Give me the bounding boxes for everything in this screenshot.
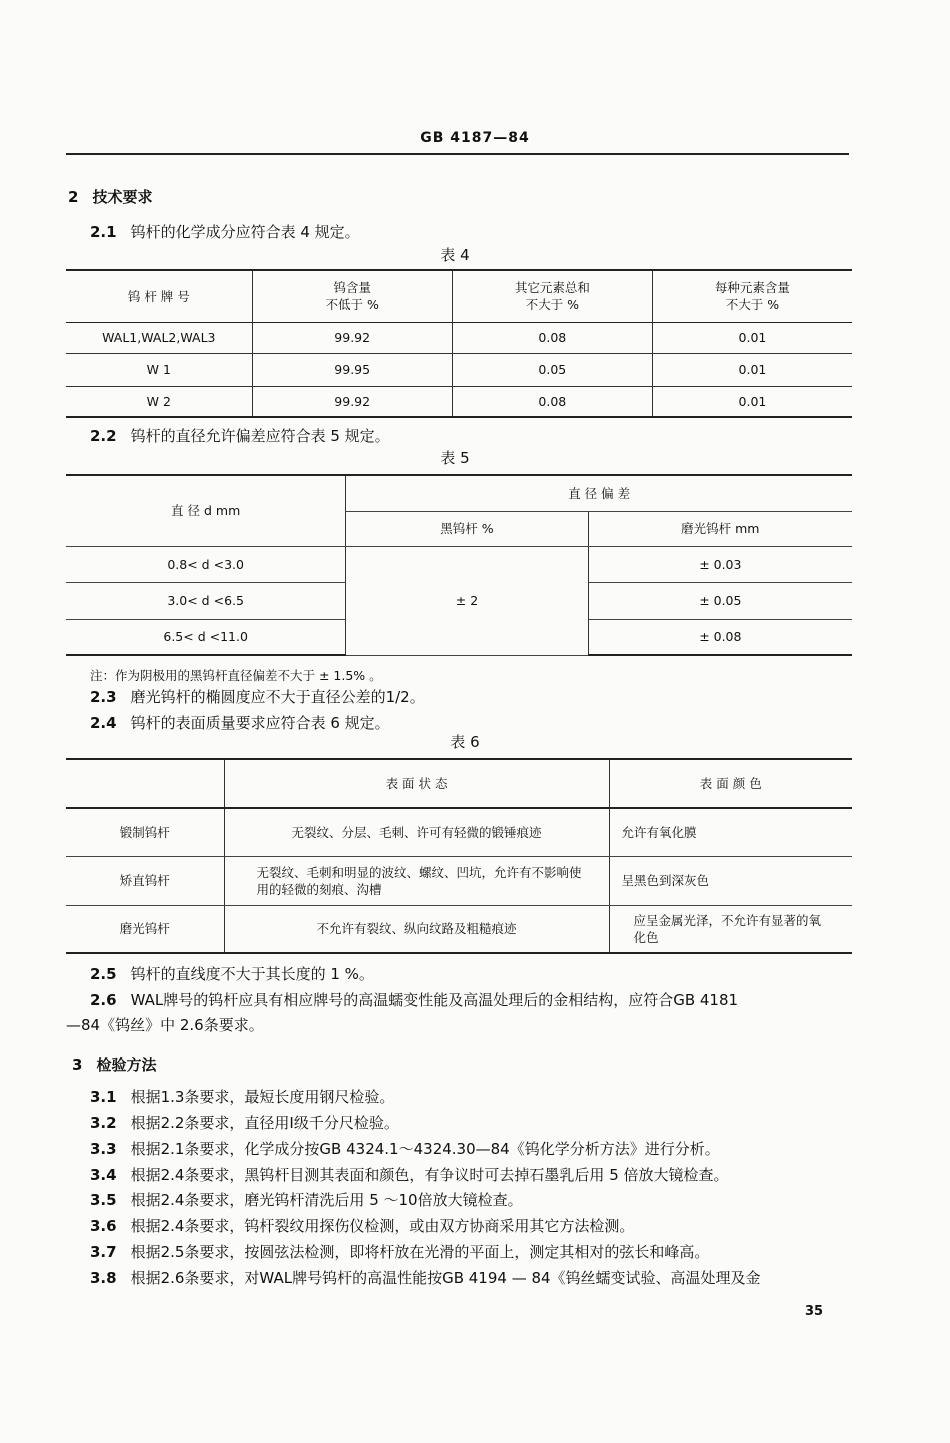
- clause-text: 钨杆的化学成分应符合表 4 规定。: [130, 223, 360, 241]
- clause-2-6: [90, 989, 738, 1010]
- t5-header-deviation: 直 径 偏 差: [346, 476, 852, 511]
- section-title: 技术要求: [92, 188, 153, 206]
- clause-text: 根据1.3条要求，最短长度用钢尺检验。: [130, 1088, 395, 1106]
- clause-number: 3.4: [90, 1166, 117, 1184]
- t4-header-other-total: [452, 271, 652, 322]
- t5-diameter: 3.0< d <6.5: [66, 582, 346, 619]
- t6-header-color: 表 面 颜 色: [609, 760, 852, 808]
- t4-h3b: 不大于 %: [525, 297, 579, 313]
- t5-polished-value: ± 0.08: [588, 619, 852, 655]
- clause-number: 3.2: [90, 1114, 117, 1132]
- t5-polished-value: ± 0.03: [588, 546, 852, 582]
- t5-header-polished: 磨光钨杆 mm: [588, 511, 852, 546]
- t4-h4b: 不大于 %: [725, 297, 780, 313]
- t5-header-black: 黑钨杆 %: [346, 511, 588, 546]
- clause-number: 2.3: [90, 688, 117, 706]
- clause-number: 2.4: [90, 714, 117, 732]
- clause-number: 2.6: [90, 991, 117, 1009]
- t5-black-value: ± 2: [346, 546, 588, 655]
- table-4: [66, 271, 852, 418]
- t6-state: 无裂纹、分层、毛刺、许可有轻微的锻锤痕迹: [224, 808, 609, 856]
- clause-3-4: [90, 1164, 729, 1185]
- clause-number: 3.8: [90, 1269, 117, 1287]
- table-row: [66, 808, 852, 856]
- clause-3-3: [90, 1138, 720, 1159]
- clause-2-2: [90, 425, 390, 446]
- t6-state: 不允许有裂纹、纵向纹路及粗糙痕迹: [224, 905, 609, 953]
- t6-color: 应呈金属光泽，不允许有显著的氧化色: [609, 905, 852, 953]
- clause-3-7: [90, 1241, 709, 1262]
- clause-2-4: [90, 712, 390, 733]
- section-number: 3: [72, 1056, 83, 1074]
- clause-2-3: [90, 686, 425, 707]
- clause-text: 磨光钨杆的椭圆度应不大于直径公差的1/2。: [130, 688, 425, 706]
- t4-header-w-content: [252, 271, 452, 322]
- clause-number: 2.5: [90, 965, 117, 983]
- page-number: 35: [805, 1304, 824, 1319]
- table-6: [66, 760, 852, 954]
- clause-number: 3.3: [90, 1140, 117, 1158]
- t6-state: 无裂纹、毛刺和明显的波纹、螺纹、凹坑，允许有不影响使用的轻微的刻痕、沟槽: [224, 856, 609, 905]
- section-title: 检验方法: [96, 1056, 157, 1074]
- clause-number: 3.5: [90, 1191, 117, 1209]
- t4-cell: W 1: [66, 353, 252, 386]
- t6-header-state: 表 面 状 态: [224, 760, 609, 808]
- clause-2-6-continued: —84《钨丝》中 2.6条要求。: [66, 1016, 264, 1034]
- table-row: [66, 322, 852, 353]
- clause-text: WAL牌号的钨杆应具有相应牌号的高温蠕变性能及高温处理后的金相结构，应符合GB 4181: [130, 991, 739, 1009]
- clause-text: 根据2.4条要求，磨光钨杆清洗后用 5 ～10倍放大镜检查。: [130, 1191, 523, 1209]
- table-row: [66, 353, 852, 386]
- t4-cell: 0.01: [652, 322, 852, 353]
- t4-h4a: 每种元素含量: [714, 280, 790, 296]
- t4-header-each-element: [652, 271, 852, 322]
- header-rule: [66, 153, 849, 155]
- t5-header-diameter: 直 径 d mm: [66, 476, 346, 546]
- clause-text: 钨杆的直径允许偏差应符合表 5 规定。: [130, 427, 390, 445]
- clause-text: 根据2.2条要求，直径用Ⅰ级千分尺检验。: [130, 1114, 399, 1132]
- t4-h3a: 其它元素总和: [514, 280, 590, 296]
- clause-number: 3.7: [90, 1243, 117, 1261]
- t6-name: 矫直钨杆: [66, 856, 224, 905]
- clause-2-5: [90, 963, 374, 984]
- t4-cell: 0.01: [652, 386, 852, 417]
- t6-header-blank: [66, 760, 224, 808]
- t6-name: 磨光钨杆: [66, 905, 224, 953]
- table-5-note: 注：作为阴极用的黑钨杆直径偏差不大于 ± 1.5% 。: [90, 668, 382, 683]
- t6-color: 允许有氧化膜: [609, 808, 852, 856]
- clause-text: 根据2.4条要求，钨杆裂纹用探伤仪检测，或由双方协商采用其它方法检测。: [130, 1217, 635, 1235]
- clause-text: 根据2.6条要求，对WAL牌号钨杆的高温性能按GB 4194 — 84《钨丝蠕变试验、高温处理及金: [130, 1269, 761, 1287]
- clause-number: 3.1: [90, 1088, 117, 1106]
- t5-diameter: 6.5< d <11.0: [66, 619, 346, 655]
- t4-cell: 99.92: [252, 386, 452, 417]
- clause-3-1: [90, 1086, 394, 1107]
- t4-cell: WAL1,WAL2,WAL3: [66, 322, 252, 353]
- t4-cell: 0.08: [452, 322, 652, 353]
- t4-cell: 0.01: [652, 353, 852, 386]
- t4-h2b: 不低于 %: [325, 297, 379, 313]
- clause-text: 根据2.1条要求，化学成分按GB 4324.1～4324.30—84《钨化学分析方法》进行分析。: [130, 1140, 720, 1158]
- clause-number: 2.1: [90, 223, 117, 241]
- clause-text: 根据2.4条要求，黑钨杆目测其表面和颜色，有争议时可去掉石墨乳后用 5 倍放大镜检查。: [130, 1166, 729, 1184]
- document-header: GB 4187—84: [420, 130, 530, 146]
- table-6-caption: 表 6: [450, 733, 480, 751]
- clause-2-1: [90, 221, 360, 242]
- table-4-caption: 表 4: [440, 246, 470, 264]
- clause-number: 2.2: [90, 427, 117, 445]
- clause-3-6: [90, 1215, 634, 1236]
- t4-cell: 0.08: [452, 386, 652, 417]
- clause-text: 钨杆的直线度不大于其长度的 1 %。: [130, 965, 374, 983]
- table-5-caption: 表 5: [440, 449, 470, 467]
- clause-text: 根据2.5条要求，按圆弦法检测，即将杆放在光滑的平面上，测定其相对的弦长和峰高。: [130, 1243, 710, 1261]
- section-3-heading: [72, 1054, 156, 1075]
- section-2-heading: [68, 186, 152, 207]
- clause-3-8: [90, 1267, 761, 1288]
- t4-cell: 99.95: [252, 353, 452, 386]
- t5-diameter: 0.8< d <3.0: [66, 546, 346, 582]
- table-row: [66, 905, 852, 953]
- t6-color: 呈黑色到深灰色: [609, 856, 852, 905]
- clause-3-5: [90, 1189, 523, 1210]
- table-row: [66, 856, 852, 905]
- t4-h2a: 钨含量: [333, 280, 371, 296]
- table-row: [66, 386, 852, 417]
- t4-cell: W 2: [66, 386, 252, 417]
- t6-name: 锻制钨杆: [66, 808, 224, 856]
- clause-text: 钨杆的表面质量要求应符合表 6 规定。: [130, 714, 390, 732]
- table-row: [66, 546, 852, 582]
- t5-polished-value: ± 0.05: [588, 582, 852, 619]
- t4-cell: 99.92: [252, 322, 452, 353]
- clause-number: 3.6: [90, 1217, 117, 1235]
- clause-3-2: [90, 1112, 399, 1133]
- t4-header-grade: 钨 杆 牌 号: [66, 271, 252, 322]
- t4-cell: 0.05: [452, 353, 652, 386]
- table-5: [66, 476, 852, 656]
- section-number: 2: [68, 188, 79, 206]
